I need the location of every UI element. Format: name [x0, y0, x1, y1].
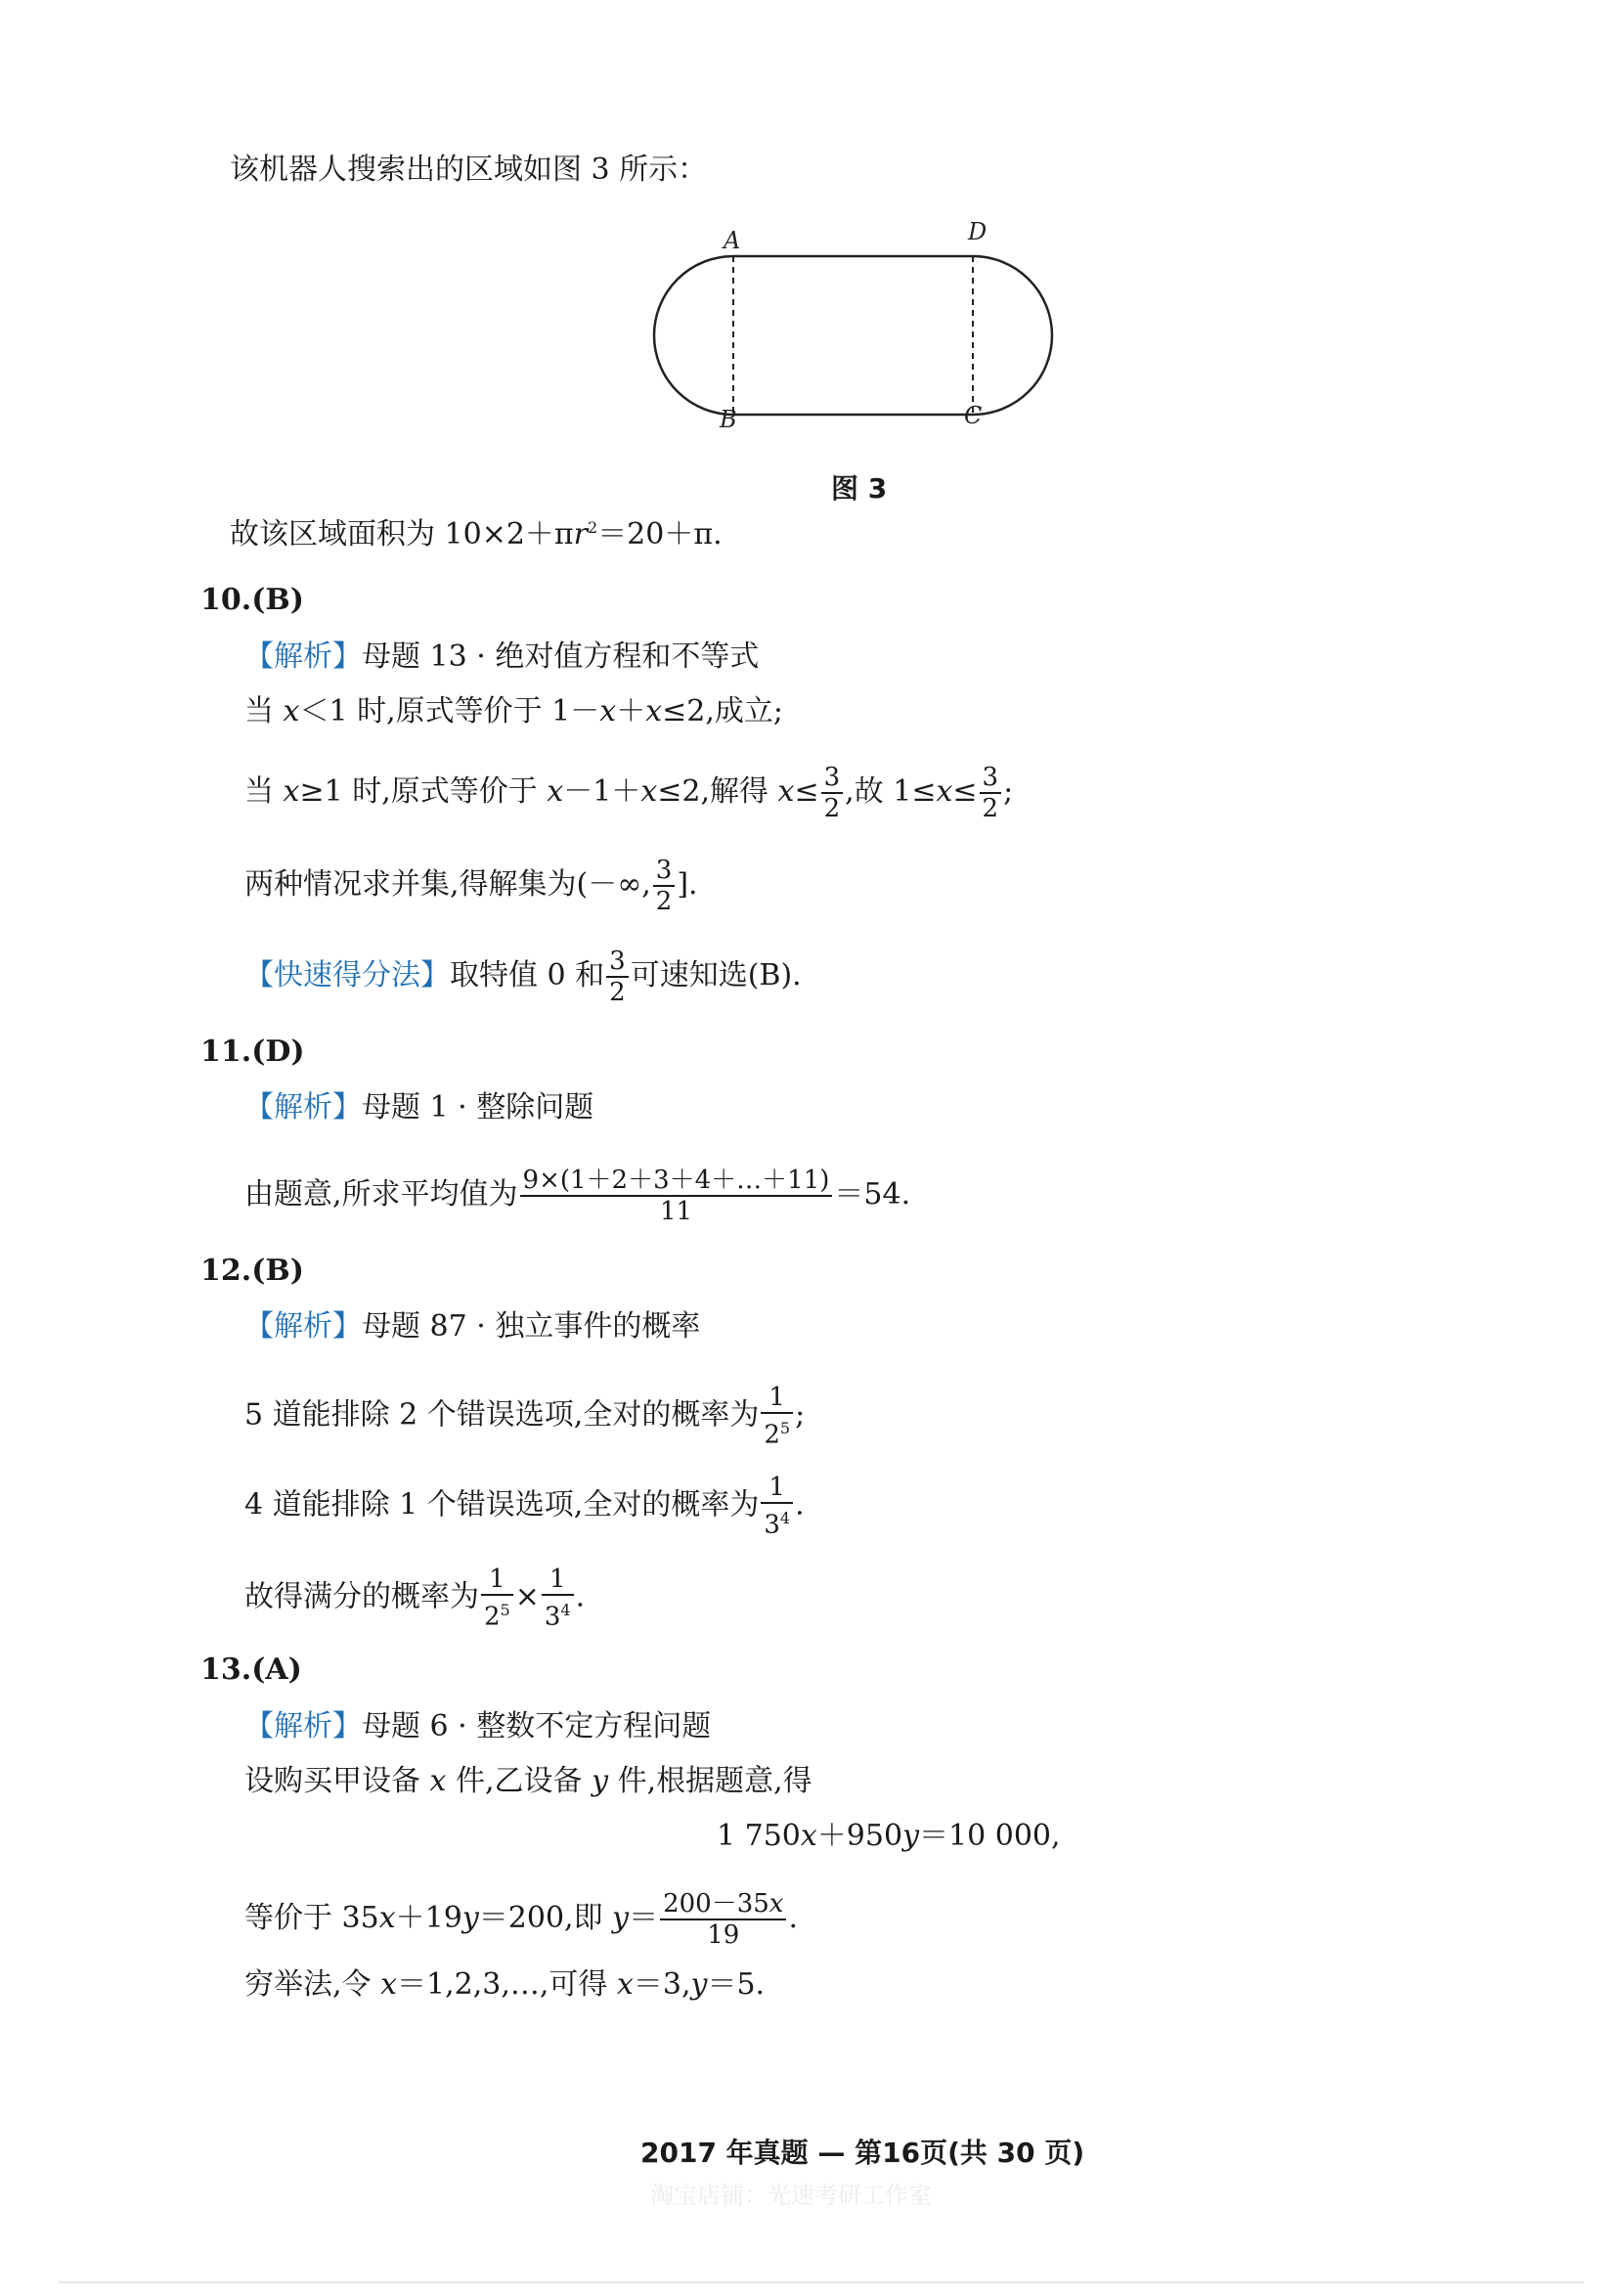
q12-line-3: 故得满分的概率为 $\frac{1}{2^5}$ × $\frac{1}{3^4}$ . [244, 1565, 586, 1632]
q13-line-3: 穷举法,令 x＝1,2,3,…,可得 x＝3,y＝5. [244, 1967, 766, 2002]
fraction-one-over-three-pow-four: $\frac{1}{3^4}$ [761, 1473, 793, 1540]
fraction-one-over-three-pow-four: $\frac{1}{3^4}$ [542, 1565, 574, 1632]
fraction-y-solution: $\frac{200-35x}{19}$ [660, 1889, 786, 1950]
bottom-rule [59, 2281, 1584, 2283]
q13-line-2: 等价于 35x＋19y＝200,即 y＝ $\frac{200-35x}{19}$ . [244, 1889, 799, 1950]
analysis-tag: 【解析】 [244, 1090, 362, 1124]
q10-line-1: 当 x＜1 时,原式等价于 1－x＋x≤2,成立; [244, 694, 783, 728]
q13-equation: 1 750x＋950y＝10 000, [717, 1819, 1061, 1853]
q12-analysis-topic: 【解析】母题 87 · 独立事件的概率 [244, 1309, 701, 1344]
q10-analysis-topic: 【解析】母题 13 · 绝对值方程和不等式 [244, 639, 760, 674]
q13-analysis-topic: 【解析】母题 6 · 整数不定方程问题 [244, 1709, 712, 1743]
q11-number-answer: 11.(D) [200, 1035, 305, 1069]
q10-line-2: 当 x≥1 时,原式等价于 x－1＋x≤2,解得 x≤ $\frac{3}{2}$ ,故 1≤x≤ $\frac{3}{2}$ ; [244, 763, 1014, 823]
analysis-tag: 【解析】 [244, 1309, 362, 1344]
label-a: A [724, 227, 741, 254]
q12-line-1: 5 道能排除 2 个错误选项,全对的概率为 $\frac{1}{2^5}$ ; [244, 1383, 806, 1450]
watermark-text: 淘宝店铺：光速考研工作室 [650, 2182, 932, 2209]
figure-caption: 图 3 [831, 472, 888, 505]
q11-analysis-topic: 【解析】母题 1 · 整除问题 [244, 1090, 594, 1124]
fraction-average: $\frac{9\times(1+2+3+4+\dots+11)}{11}$ [520, 1166, 833, 1226]
q10-line-3: 两种情况求并集,得解集为(－∞, $\frac{3}{2}$ ]. [244, 856, 698, 916]
q11-line-1: 由题意,所求平均值为 $\frac{9\times(1+2+3+4+\dots+11)}{11}$ ＝54. [244, 1166, 911, 1226]
fraction-three-halves: $\frac{3}{2}$ [606, 947, 629, 1007]
fraction-one-over-two-pow-five: $\frac{1}{2^5}$ [761, 1383, 793, 1450]
fraction-three-halves: $\frac{3}{2}$ [821, 763, 844, 823]
q13-line-1: 设购买甲设备 x 件,乙设备 y 件,根据题意,得 [244, 1764, 812, 1798]
q12-number-answer: 12.(B) [200, 1254, 304, 1288]
quick-method-tag: 【快速得分法】 [244, 958, 450, 992]
analysis-tag: 【解析】 [244, 1709, 362, 1743]
area-line: 故该区域面积为 $10\times 2+\pi r^2=20+\pi$. [230, 517, 723, 551]
q10-quick-method: 【快速得分法】取特值 0 和 $\frac{3}{2}$ 可速知选(B). [244, 947, 802, 1007]
q12-line-2: 4 道能排除 1 个错误选项,全对的概率为 $\frac{1}{3^4}$ . [244, 1473, 805, 1540]
analysis-tag: 【解析】 [244, 639, 362, 674]
q10-number-answer: 10.(B) [200, 583, 304, 617]
intro-text: 该机器人搜索出的区域如图 3 所示： [230, 153, 708, 187]
region-outline [654, 256, 1052, 415]
label-d: D [968, 220, 988, 245]
figure-region-diagram [626, 220, 1075, 445]
q13-number-answer: 13.(A) [200, 1653, 302, 1687]
fraction-three-halves: $\frac{3}{2}$ [653, 856, 676, 916]
fraction-one-over-two-pow-five: $\frac{1}{2^5}$ [481, 1565, 513, 1632]
page-footer: 2017 年真题 — 第16页(共 30 页) [640, 2137, 1085, 2169]
fraction-three-halves: $\frac{3}{2}$ [980, 763, 1002, 823]
label-c: C [964, 402, 983, 429]
label-b: B [720, 406, 737, 433]
